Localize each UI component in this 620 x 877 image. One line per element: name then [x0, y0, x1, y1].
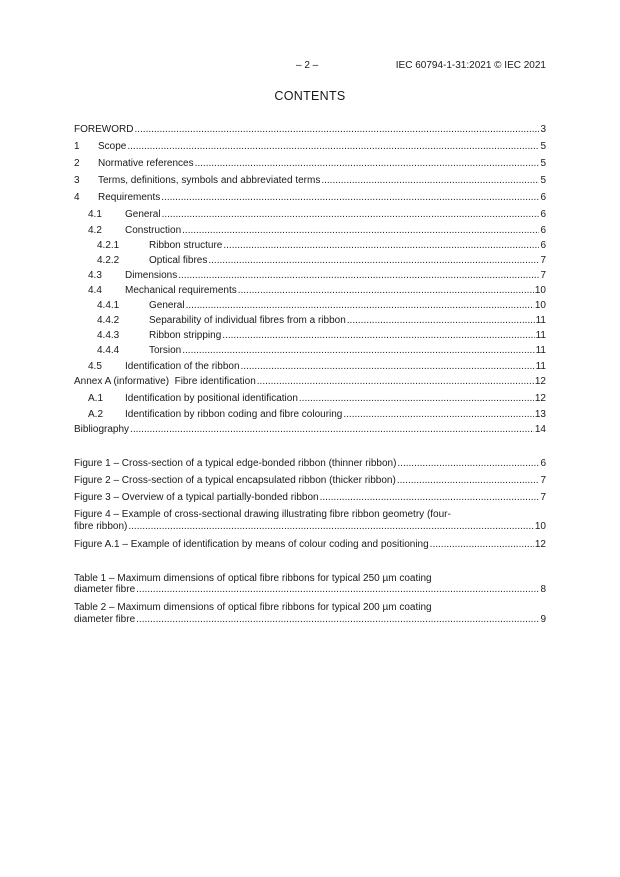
leader-dots	[208, 254, 539, 268]
leader-dots	[238, 284, 534, 298]
leader-dots	[128, 520, 534, 534]
toc-entry-4-4-2[interactable]	[97, 314, 546, 328]
toc-entry-page: 14	[534, 424, 546, 435]
page-number: – 2 –	[296, 60, 319, 71]
leader-dots	[222, 329, 534, 343]
toc-entry-page: 11	[535, 361, 546, 372]
toc-entry-requirements[interactable]	[74, 191, 546, 205]
toc-entry-page: 6	[540, 209, 546, 220]
toc-entry-number: 4.5	[88, 361, 102, 372]
toc-entry-page: 12	[534, 393, 546, 404]
leader-dots	[321, 174, 539, 188]
table-entry-2[interactable]	[74, 613, 546, 627]
document-reference: IEC 60794-1-31:2021 © IEC 2021	[395, 60, 546, 71]
figure-entry-page: 12	[534, 539, 546, 550]
toc-entry-scope[interactable]	[74, 140, 546, 154]
toc-entry-number: 4.4.4	[97, 345, 120, 356]
leader-dots	[130, 423, 534, 437]
leader-dots	[347, 314, 535, 328]
toc-entry-number: 4.2.1	[97, 240, 120, 251]
toc-entry-foreword[interactable]	[74, 123, 546, 137]
table-entry-1[interactable]	[74, 583, 546, 597]
toc-entry-text: Ribbon structure	[149, 240, 223, 251]
toc-entry-page: 6	[540, 192, 546, 203]
table-entry-page: 8	[540, 584, 546, 595]
toc-entry-number: 4.1	[88, 209, 102, 220]
toc-entry-text: Scope	[98, 141, 127, 152]
toc-entry-4-2-2[interactable]	[97, 254, 546, 268]
toc-entry-number: 3	[74, 175, 80, 186]
toc-entry-page: 10	[534, 285, 546, 296]
toc-entry-text: Bibliography	[74, 424, 130, 435]
figure-entry-page: 10	[534, 521, 546, 532]
table-entry-1-line1[interactable]: Table 1 – Maximum dimensions of optical fibre ribbons for typical 250 µm coating	[74, 573, 432, 584]
leader-dots	[223, 239, 539, 253]
table-entry-text: diameter fibre	[74, 614, 136, 625]
toc-entry-normative-references[interactable]	[74, 157, 546, 171]
toc-entry-text: General	[125, 209, 161, 220]
toc-entry-4-4-1[interactable]	[97, 299, 546, 313]
toc-entry-text: Identification by positional identification	[125, 393, 298, 404]
leader-dots	[195, 157, 540, 171]
leader-dots	[241, 360, 535, 374]
toc-entry-text: Mechanical requirements	[125, 285, 237, 296]
leader-dots	[136, 613, 539, 627]
leader-dots	[161, 191, 539, 205]
toc-entry-a-2[interactable]	[88, 408, 546, 422]
toc-entry-page: 6	[540, 225, 546, 236]
toc-entry-text: Construction	[125, 225, 182, 236]
toc-entry-terms[interactable]	[74, 174, 546, 188]
figure-entry-4[interactable]	[74, 520, 546, 534]
figure-entry-page: 7	[540, 475, 546, 486]
toc-entry-number: 4.2.2	[97, 255, 120, 266]
toc-entry-4-4[interactable]	[88, 284, 546, 298]
leader-dots	[127, 140, 539, 154]
toc-entry-annex-a[interactable]	[74, 375, 546, 389]
toc-entry-4-3[interactable]	[88, 269, 546, 283]
leader-dots	[178, 269, 539, 283]
toc-entry-number: 2	[74, 158, 80, 169]
toc-entry-text: Ribbon stripping	[149, 330, 222, 341]
leader-dots	[257, 375, 534, 389]
figure-entry-page: 7	[540, 492, 546, 503]
toc-entry-page: 10	[534, 300, 546, 311]
toc-entry-4-4-4[interactable]	[97, 344, 546, 358]
table-entry-2-line1[interactable]: Table 2 – Maximum dimensions of optical fibre ribbons for typical 200 µm coating	[74, 602, 432, 613]
page-title: CONTENTS	[274, 89, 346, 103]
toc-entry-number: 4.3	[88, 270, 102, 281]
toc-entry-text: Optical fibres	[149, 255, 208, 266]
toc-entry-number: A.1	[88, 393, 104, 404]
table-entry-page: 9	[540, 614, 546, 625]
toc-entry-4-2-1[interactable]	[97, 239, 546, 253]
toc-entry-number: 4	[74, 192, 80, 203]
leader-dots	[162, 208, 540, 222]
leader-dots	[299, 392, 534, 406]
leader-dots	[397, 474, 540, 488]
toc-entry-page: 3	[540, 124, 546, 135]
figure-entry-a-1[interactable]	[74, 538, 546, 552]
leader-dots	[343, 408, 534, 422]
toc-entry-a-1[interactable]	[88, 392, 546, 406]
toc-entry-number: A.2	[88, 409, 104, 420]
toc-entry-number: 4.2	[88, 225, 102, 236]
leader-dots	[430, 538, 534, 552]
figure-entry-3[interactable]	[74, 491, 546, 505]
toc-entry-bibliography[interactable]	[74, 423, 546, 437]
figure-entry-4-line1[interactable]: Figure 4 – Example of cross-sectional drawing illustrating fibre ribbon geometry (four-	[74, 509, 451, 520]
toc-entry-number: 4.4.2	[97, 315, 120, 326]
toc-entry-page: 7	[540, 255, 546, 266]
toc-entry-text: Annex A (informative) Fibre identification	[74, 376, 256, 387]
toc-entry-text: General	[149, 300, 185, 311]
leader-dots	[186, 299, 534, 313]
toc-entry-page: 13	[534, 409, 546, 420]
toc-entry-4-1[interactable]	[88, 208, 546, 222]
figure-entry-2[interactable]	[74, 474, 546, 488]
toc-entry-page: 5	[540, 175, 546, 186]
toc-entry-text: Normative references	[98, 158, 194, 169]
toc-entry-number: 4.4.3	[97, 330, 120, 341]
leader-dots	[320, 491, 540, 505]
toc-entry-text: Requirements	[98, 192, 161, 203]
leader-dots	[182, 224, 539, 238]
toc-entry-4-4-3[interactable]	[97, 329, 546, 343]
leader-dots	[397, 457, 539, 471]
leader-dots	[182, 344, 534, 358]
figure-entry-page: 6	[540, 458, 546, 469]
figure-entry-text: Figure 2 – Cross-section of a typical encapsulated ribbon (thicker ribbon)	[74, 475, 396, 486]
toc-entry-text: Dimensions	[125, 270, 178, 281]
leader-dots	[136, 583, 539, 597]
toc-entry-page: 11	[535, 345, 546, 356]
toc-entry-page: 7	[540, 270, 546, 281]
table-entry-text: diameter fibre	[74, 584, 136, 595]
toc-entry-text: Separability of individual fibres from a ribbon	[149, 315, 346, 326]
toc-entry-text: Terms, definitions, symbols and abbreviated terms	[98, 175, 321, 186]
toc-entry-page: 5	[540, 158, 546, 169]
toc-entry-text: FOREWORD	[74, 124, 134, 135]
toc-entry-text: Torsion	[149, 345, 182, 356]
figure-entry-text: fibre ribbon)	[74, 521, 128, 532]
toc-entry-text: Identification of the ribbon	[125, 361, 240, 372]
toc-entry-page: 11	[535, 315, 546, 326]
toc-entry-number: 4.4	[88, 285, 102, 296]
toc-entry-text: Identification by ribbon coding and fibre colouring	[125, 409, 343, 420]
toc-entry-page: 12	[534, 376, 546, 387]
toc-entry-page: 11	[535, 330, 546, 341]
toc-entry-page: 5	[540, 141, 546, 152]
figure-entry-text: Figure 3 – Overview of a typical partially-bonded ribbon	[74, 492, 319, 503]
toc-entry-number: 1	[74, 141, 80, 152]
toc-entry-number: 4.4.1	[97, 300, 120, 311]
toc-entry-page: 6	[540, 240, 546, 251]
toc-entry-4-2[interactable]	[88, 224, 546, 238]
toc-entry-4-5[interactable]	[88, 360, 546, 374]
figure-entry-text: Figure A.1 – Example of identification by means of colour coding and positioning	[74, 539, 429, 550]
leader-dots	[134, 123, 539, 137]
figure-entry-text: Figure 1 – Cross-section of a typical edge-bonded ribbon (thinner ribbon)	[74, 458, 397, 469]
figure-entry-1[interactable]	[74, 457, 546, 471]
